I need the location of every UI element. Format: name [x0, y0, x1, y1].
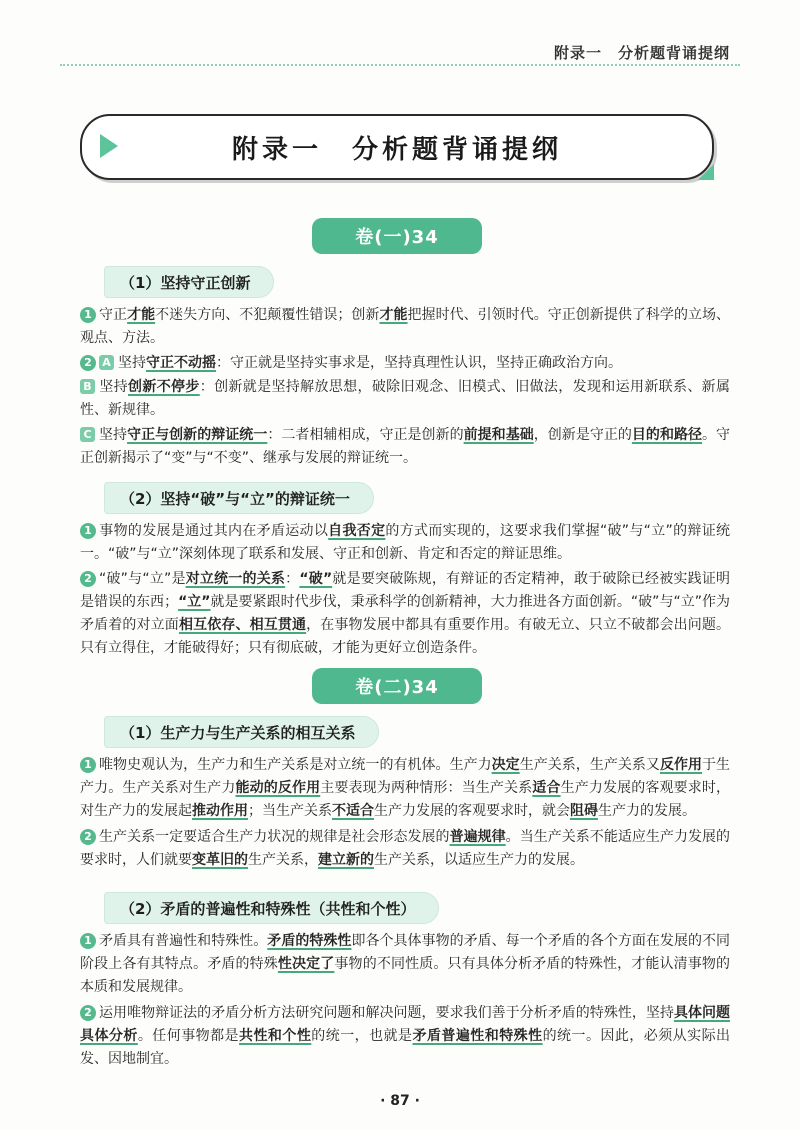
keyword: 普遍规律 [449, 829, 506, 845]
keyword: “破” [299, 571, 333, 587]
number-badge: 2 [80, 355, 96, 371]
paragraph: 2 A 坚持守正不动摇：守正就是坚持实事求是，坚持真理性认识，坚持正确政治方向。 [80, 352, 730, 375]
keyword: 相互依存、相互贯通 [178, 617, 307, 633]
keyword: 目的和路径 [631, 427, 703, 443]
number-badge: 1 [80, 757, 96, 773]
paragraph: 1 唯物史观认为，生产力和生产关系是对立统一的有机体。生产力决定生产关系，生产关系又反作用于生产力。生产关系对生产力能动的反作用主要表现为两种情形：当生产关系适合生产力发展的客观要求时，对生产力的发展起推动作用；当生产关系不适合生产力发展的客观要求时，就会阻碍生产力的发展。 [80, 757, 731, 819]
section-heading: （1）坚持守正创新 [104, 266, 274, 298]
running-head: 附录一 分析题背诵提纲 [553, 44, 730, 62]
keyword: 矛盾的特殊性 [267, 933, 352, 949]
section-heading: （2）坚持“破”与“立”的辩证统一 [104, 482, 374, 514]
paragraph: 2 “破”与“立”是对立统一的关系：“破”就是要突破陈规，有辩证的否定精神，敢于破除已经被实践证明是错误的东西；“立”就是要紧跟时代步伐，秉承科学的创新精神，大力推进各方面创新。“破”与“立”作为矛盾着的对立面相互依存、相互贯通，在事物发展中都具有重要作用。有破无立、只立不破都会出问题。只有立得住，才能破得好；只有彻底破，才能为更好立创造条件。 [80, 571, 731, 656]
volume-badge-2: 卷(二)34 [312, 668, 482, 704]
keyword: 适合 [532, 780, 561, 796]
keyword: 才能 [127, 307, 156, 323]
section-heading: （1）生产力与生产关系的相互关系 [104, 716, 379, 748]
chapter-title: 附录一 分析题背诵提纲 [231, 134, 562, 165]
keyword: 自我否定 [328, 523, 386, 539]
number-badge: 1 [80, 307, 96, 323]
keyword: 能动的反作用 [235, 780, 321, 796]
paragraph: B 坚持创新不停步：创新就是坚持解放思想，破除旧观念、旧模式、旧做法，发现和运用新联系、新属性、新规律。 [80, 379, 731, 418]
keyword: 决定 [491, 757, 520, 773]
keyword: 变革旧的 [192, 852, 248, 868]
keyword: 阻碍 [570, 803, 598, 819]
page-number: · 87 · [380, 1093, 420, 1109]
volume-badge-1: 卷(一)34 [312, 218, 482, 254]
paragraph: 1 事物的发展是通过其内在矛盾运动以自我否定的方式而实现的，这要求我们掌握“破”与“立”的辩证统一。“破”与“立”深刻体现了联系和发展、守正和创新、肯定和否定的辩证思维。 [80, 523, 731, 562]
keyword: 守正不动摇 [146, 355, 216, 371]
keyword: 性决定了 [277, 956, 335, 972]
number-badge: 2 [80, 1005, 96, 1021]
header-divider [60, 64, 740, 66]
number-badge: 2 [80, 829, 96, 845]
letter-badge: C [80, 427, 95, 442]
keyword: 反作用 [659, 757, 703, 773]
letter-badge: B [80, 379, 95, 394]
number-badge: 1 [80, 933, 96, 949]
paragraph: C 坚持守正与创新的辩证统一：二者相辅相成，守正是创新的前提和基础，创新是守正的目的和路径。守正创新揭示了“变”与“不变”、继承与发展的辩证统一。 [80, 427, 731, 466]
letter-badge: A [99, 355, 114, 370]
keyword: “立” [178, 594, 211, 610]
keyword: 具体问题具体分析 [80, 1005, 731, 1044]
section-heading: （2）矛盾的普遍性和特殊性（共性和个性） [104, 892, 439, 924]
keyword: 前提和基础 [463, 427, 534, 443]
number-badge: 2 [80, 571, 96, 587]
corner-decoration [698, 164, 714, 180]
keyword: 守正与创新的辩证统一 [127, 427, 268, 443]
paragraph: 1 矛盾具有普遍性和特殊性。矛盾的特殊性即各个具体事物的矛盾、每一个矛盾的各个方面在发展的不同阶段上各有其特点。矛盾的特殊性决定了事物的不同性质。只有具体分析矛盾的特殊性，才能认清事物的本质和发展规律。 [80, 933, 731, 995]
keyword: 建立新的 [318, 852, 374, 868]
keyword: 才能 [379, 307, 408, 323]
keyword: 矛盾普遍性和特殊性 [412, 1028, 543, 1044]
keyword: 共性和个性 [239, 1028, 312, 1044]
keyword: 创新不停步 [128, 379, 200, 395]
play-triangle-icon [100, 134, 118, 158]
keyword: 推动作用 [192, 803, 248, 819]
number-badge: 1 [80, 523, 96, 539]
chapter-title-box [80, 114, 714, 180]
keyword: 不适合 [332, 803, 374, 819]
paragraph: 1 守正才能不迷失方向、不犯颠覆性错误；创新才能把握时代、引领时代。守正创新提供了科学的立场、观点、方法。 [80, 307, 731, 346]
paragraph: 2 运用唯物辩证法的矛盾分析方法研究问题和解决问题，要求我们善于分析矛盾的特殊性，坚持具体问题具体分析。任何事物都是共性和个性的统一，也就是矛盾普遍性和特殊性的统一。因此，必须从实际出发、因地制宜。 [80, 1005, 731, 1067]
paragraph: 2 生产关系一定要适合生产力状况的规律是社会形态发展的普遍规律。当生产关系不能适应生产力发展的要求时，人们就要变革旧的生产关系，建立新的生产关系，以适应生产力的发展。 [80, 829, 731, 868]
keyword: 对立统一的关系 [185, 571, 286, 587]
